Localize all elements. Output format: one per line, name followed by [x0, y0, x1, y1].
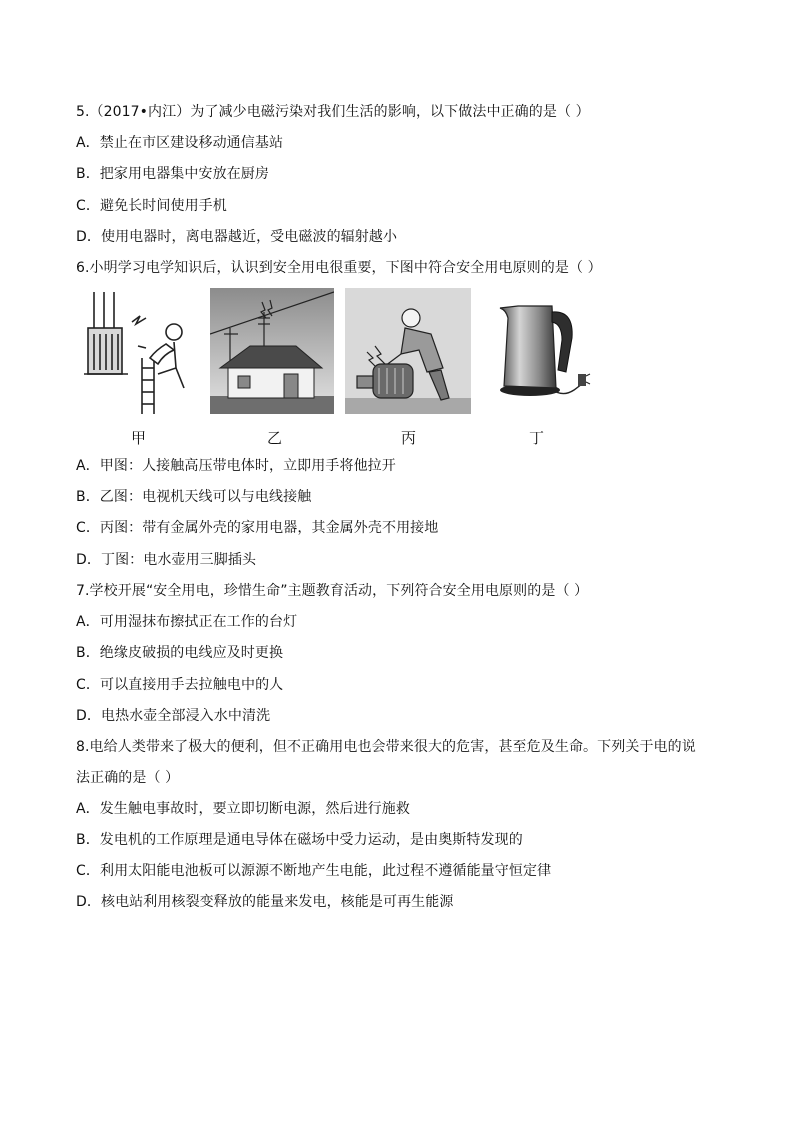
- q8-stem-line2: 法正确的是（ ）: [76, 770, 180, 786]
- q6-option-a: A．甲图：人接触高压带电体时，立即用手将他拉开: [76, 458, 396, 474]
- figure-jia-high-voltage: [80, 288, 190, 414]
- q7-option-b: B．绝缘皮破损的电线应及时更换: [76, 645, 284, 661]
- q8-option-d: D．核电站利用核裂变释放的能量来发电，核能是可再生能源: [76, 894, 454, 910]
- q7-stem: 7.学校开展“安全用电，珍惜生命”主题教育活动，下列符合安全用电原则的是（ ）: [76, 583, 589, 599]
- q6-option-d: D．丁图：电水壶用三脚插头: [76, 552, 257, 568]
- caption-jia: 甲: [131, 429, 147, 447]
- q6-stem: 6.小明学习电学知识后，认识到安全用电很重要，下图中符合安全用电原则的是（ ）: [76, 260, 602, 276]
- q5-stem: 5.（2017•内江）为了减少电磁污染对我们生活的影响，以下做法中正确的是（ ）: [76, 104, 590, 120]
- q6-option-b: B．乙图：电视机天线可以与电线接触: [76, 489, 312, 505]
- caption-ding: 丁: [529, 429, 545, 447]
- q8-option-a: A．发生触电事故时，要立即切断电源，然后进行施救: [76, 801, 410, 817]
- figure-bing-motor: [345, 288, 471, 414]
- q7-option-d: D．电热水壶全部浸入水中清洗: [76, 708, 271, 724]
- q5-option-d: D．使用电器时，离电器越近，受电磁波的辐射越小: [76, 229, 398, 245]
- q5-option-c: C．避免长时间使用手机: [76, 198, 227, 214]
- figure-ding-kettle: [490, 288, 594, 414]
- q7-option-c: C．可以直接用手去拉触电中的人: [76, 677, 284, 693]
- q5-option-a: A．禁止在市区建设移动通信基站: [76, 135, 284, 151]
- q8-option-c: C．利用太阳能电池板可以源源不断地产生电能，此过程不遵循能量守恒定律: [76, 863, 552, 879]
- q6-option-c: C．丙图：带有金属外壳的家用电器，其金属外壳不用接地: [76, 520, 439, 536]
- q8-stem-line1: 8.电给人类带来了极大的便利，但不正确用电也会带来很大的危害，甚至危及生命。下列关于电的说: [76, 739, 696, 755]
- q5-option-b: B．把家用电器集中安放在厨房: [76, 166, 270, 182]
- caption-yi: 乙: [267, 429, 283, 447]
- q8-option-b: B．发电机的工作原理是通电导体在磁场中受力运动，是由奥斯特发现的: [76, 832, 523, 848]
- q7-option-a: A．可用湿抹布擦拭正在工作的台灯: [76, 614, 298, 630]
- figure-yi-antenna: [210, 288, 334, 414]
- q6-figures: [80, 288, 600, 418]
- caption-bing: 丙: [401, 429, 417, 447]
